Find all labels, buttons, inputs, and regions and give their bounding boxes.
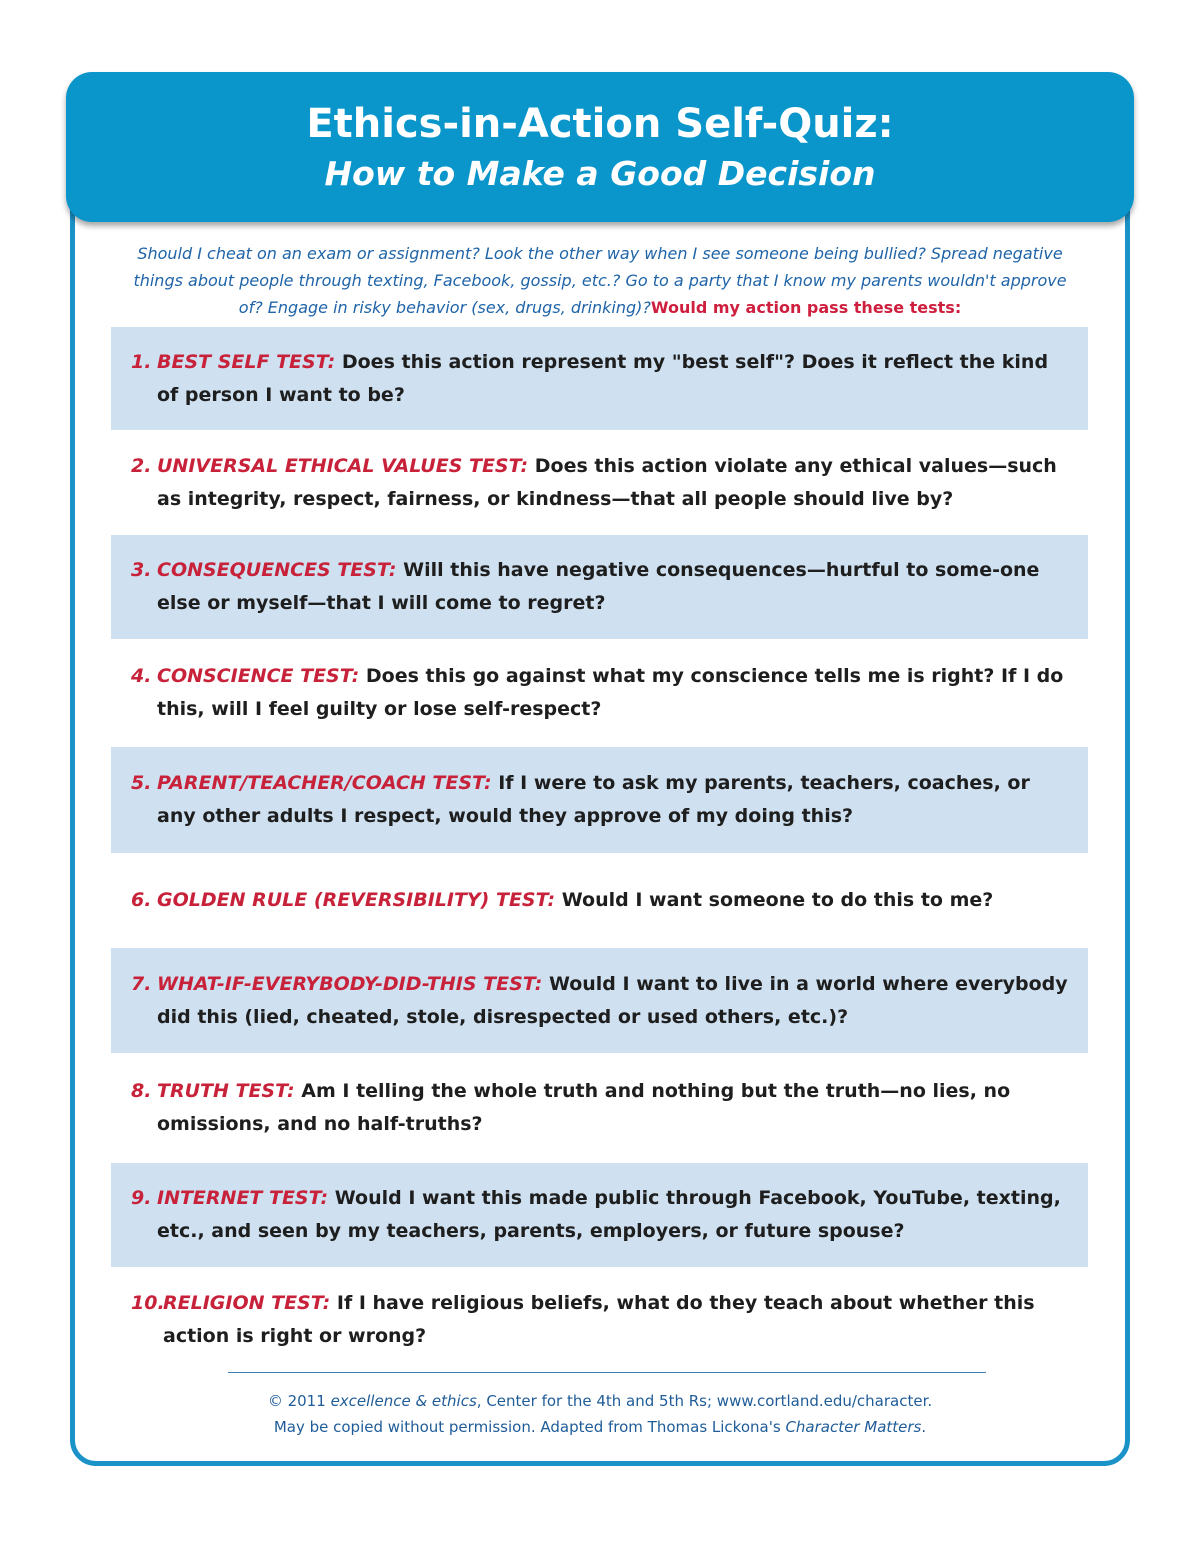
test-item-6 <box>111 853 1088 948</box>
page-title: Ethics-in-Action Self-Quiz: <box>306 101 894 147</box>
test-number: 6. <box>131 889 152 911</box>
test-number: 4. <box>131 665 152 687</box>
test-item-5 <box>111 747 1088 853</box>
test-number: 1. <box>131 350 152 373</box>
test-text: Will this have negative consequences—hurtful to some-one else or myself—that I will come to regret? <box>157 559 1040 614</box>
test-text: If I were to ask my parents, teachers, coaches, or any other adults I respect, would they approve of my doing this? <box>157 772 1030 827</box>
test-text: Does this action violate any ethical values—such as integrity, respect, fairness, or kindness—that all people should live by? <box>157 454 1057 510</box>
test-number: 5. <box>131 772 152 794</box>
intro-text: Should I cheat on an exam or assignment? Look the other way when I see someone being bullied? Spread negative things about people through texting, Facebook, gossip, etc.? Go to a party that I know my parents wouldn't approve of? Engage in risky behavior (sex, drugs, drinking)? <box>133 244 1067 317</box>
test-number: 2. <box>131 454 152 477</box>
test-number: 9. <box>131 1187 152 1209</box>
test-item-4 <box>111 639 1088 747</box>
test-number: 3. <box>131 559 152 581</box>
test-item-2 <box>111 430 1088 535</box>
intro-emphasis: Would my action pass these tests: <box>650 298 962 317</box>
test-item-3 <box>111 535 1088 639</box>
page-subtitle: How to Make a Good Decision <box>324 154 876 193</box>
test-number: 8. <box>131 1080 152 1102</box>
footer-divider <box>228 1372 986 1373</box>
test-label: RELIGION TEST: <box>163 1291 331 1314</box>
test-item-8 <box>111 1053 1088 1163</box>
test-label: UNIVERSAL ETHICAL VALUES TEST: <box>157 454 529 477</box>
test-label: BEST SELF TEST: <box>157 350 336 373</box>
test-text: If I have religious beliefs, what do they teach about whether this action is right or wrong? <box>163 1291 1035 1347</box>
test-label: PARENT/TEACHER/COACH TEST: <box>157 772 492 794</box>
tests-list <box>111 327 1088 1372</box>
test-text: Does this action represent my "best self"? Does it reflect the kind of person I want to be? <box>157 350 1049 406</box>
header-banner <box>66 72 1134 222</box>
test-item-1 <box>111 327 1088 430</box>
test-number: 7. <box>131 972 152 995</box>
test-number: 10. <box>131 1291 165 1314</box>
test-label: CONSEQUENCES TEST: <box>157 559 397 581</box>
test-item-9 <box>111 1163 1088 1267</box>
test-text: Would I want someone to do this to me? <box>561 889 994 911</box>
footer <box>120 1388 1080 1440</box>
test-item-10 <box>111 1267 1088 1372</box>
test-label: TRUTH TEST: <box>157 1080 295 1102</box>
footer-line-2: May be copied without permission. Adapted from Thomas Lickona's Character Matters. <box>273 1418 927 1436</box>
test-text: Does this go against what my conscience tells me is right? If I do this, will I feel guilty or lose self-respect? <box>157 665 1064 720</box>
test-label: INTERNET TEST: <box>157 1187 329 1209</box>
intro-paragraph <box>120 240 1080 321</box>
test-text: Am I telling the whole truth and nothing but the truth—no lies, no omissions, and no half-truths? <box>157 1080 1011 1135</box>
test-label: WHAT-IF-EVERYBODY-DID-THIS TEST: <box>157 972 543 995</box>
test-item-7 <box>111 948 1088 1053</box>
test-label: CONSCIENCE TEST: <box>157 665 360 687</box>
test-label: GOLDEN RULE (REVERSIBILITY) TEST: <box>157 889 556 911</box>
test-text: Would I want this made public through Facebook, YouTube, texting, etc., and seen by my teachers, parents, employers, or future spouse? <box>157 1187 1061 1242</box>
test-text: Would I want to live in a world where everybody did this (lied, cheated, stole, disrespected or used others, etc.)? <box>157 972 1068 1028</box>
footer-line-1: © 2011 excellence & ethics, Center for the 4th and 5th Rs; www.cortland.edu/character. <box>267 1392 933 1410</box>
